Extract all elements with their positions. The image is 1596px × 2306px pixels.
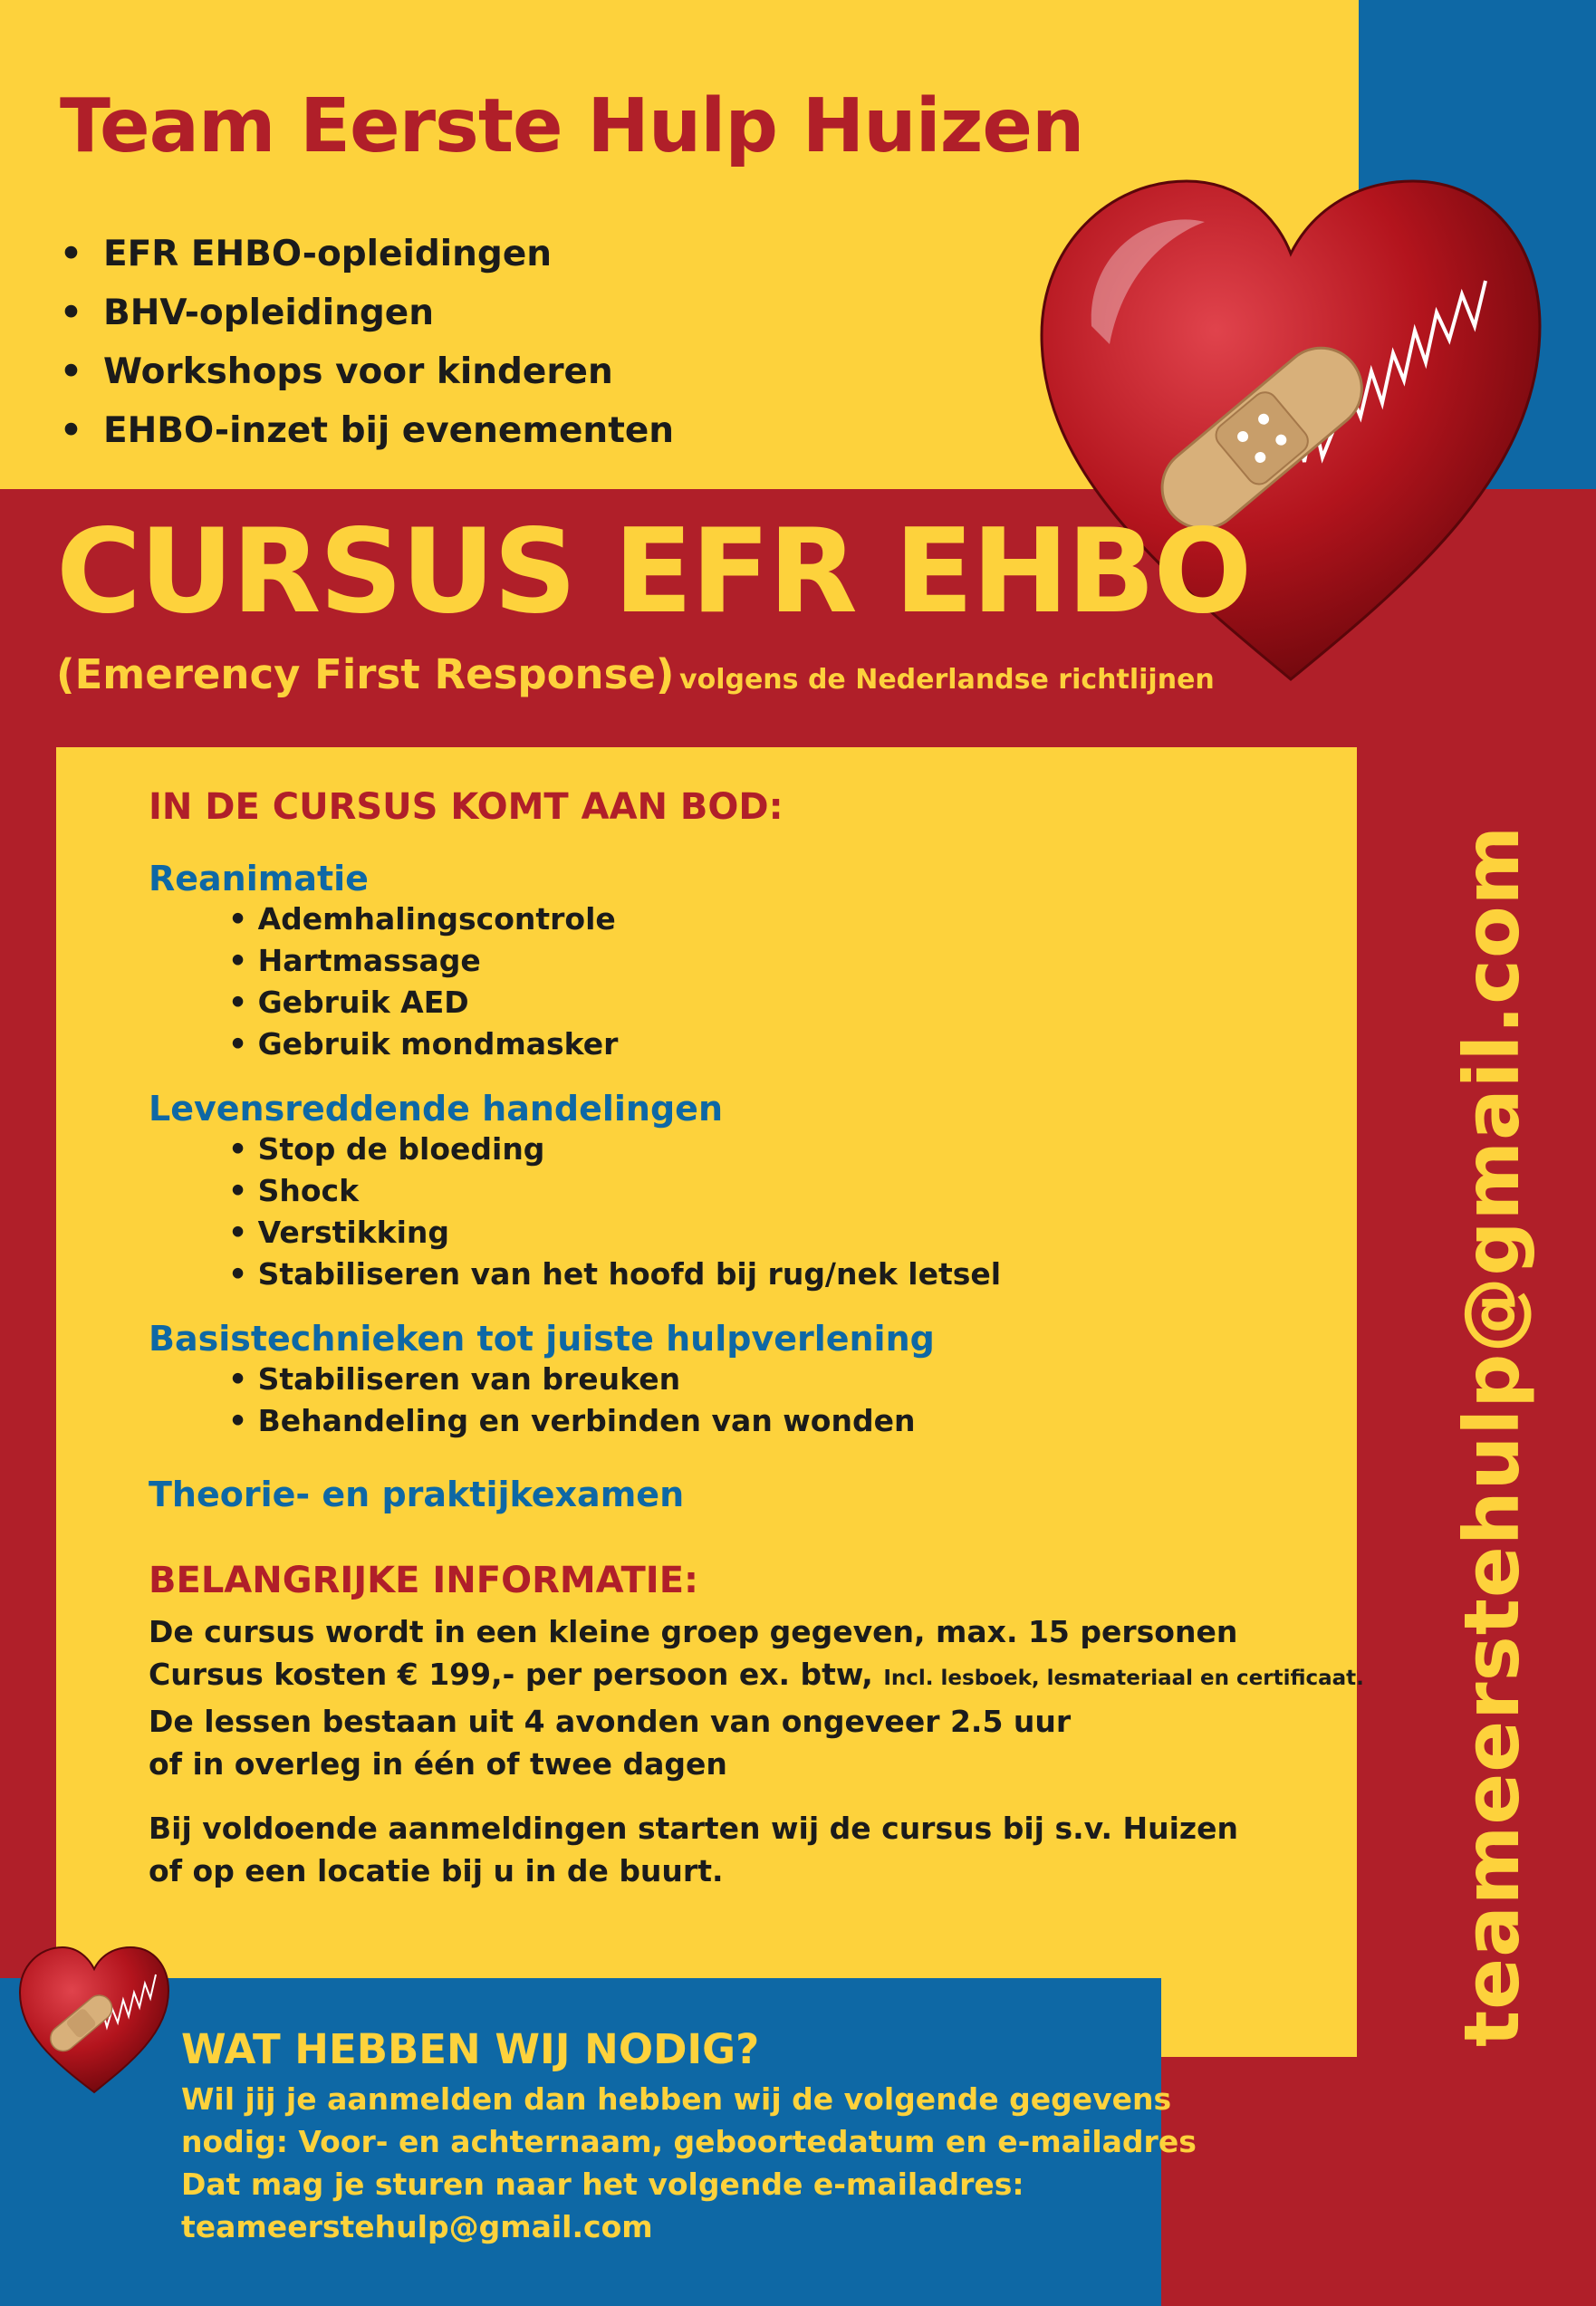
service-item: • EFR EHBO-opleidingen bbox=[60, 234, 553, 274]
course-content bbox=[149, 786, 1364, 1892]
topic-title: Theorie- en praktijkexamen bbox=[149, 1475, 685, 1514]
topic-item: • Gebruik AED bbox=[228, 985, 469, 1020]
topic-item: • Shock bbox=[228, 1173, 360, 1208]
topic-item: • Verstikking bbox=[228, 1215, 450, 1250]
info-line: of op een locatie bij u in de buurt. bbox=[149, 1853, 724, 1888]
registration-line: Wil jij je aanmelden dan hebben wij de volgende gegevens bbox=[181, 2081, 1172, 2117]
topic-item: • Hartmassage bbox=[228, 943, 481, 978]
info-heading: BELANGRIJKE INFORMATIE: bbox=[149, 1560, 699, 1601]
topic-title: Levensreddende handelingen bbox=[149, 1089, 723, 1129]
course-title: CURSUS EFR EHBO bbox=[56, 504, 1251, 639]
registration-title: WAT HEBBEN WIJ NODIG? bbox=[181, 2025, 760, 2073]
topic-title: Reanimatie bbox=[149, 859, 369, 898]
topic-item: • Stabiliseren van breuken bbox=[228, 1361, 681, 1397]
registration-info bbox=[181, 2022, 1197, 2248]
vertical-email: teameerstehulp@gmail.com bbox=[1447, 824, 1536, 2047]
topic-item: • Stabiliseren van het hoofd bij rug/nek letsel bbox=[228, 1256, 1002, 1292]
course-subtitle-main: (Emerency First Response) bbox=[56, 650, 675, 698]
heart-bandage-icon bbox=[13, 1936, 176, 2099]
info-line: De lessen bestaan uit 4 avonden van ongeveer 2.5 uur bbox=[149, 1704, 1072, 1739]
info-line: Cursus kosten € 199,- per persoon ex. btw, Incl. lesboek, lesmateriaal en certificaat. bbox=[149, 1657, 1364, 1692]
services-list bbox=[60, 225, 674, 460]
info-line: Bij voldoende aanmeldingen starten wij de cursus bij s.v. Huizen bbox=[149, 1811, 1238, 1846]
page-title: Team Eerste Hulp Huizen bbox=[60, 83, 1084, 169]
topic-item: • Ademhalingscontrole bbox=[228, 901, 616, 937]
service-item: • Workshops voor kinderen bbox=[60, 351, 613, 392]
service-item: • EHBO-inzet bij evenementen bbox=[60, 410, 675, 451]
registration-line: nodig: Voor- en achternaam, geboortedatum en e-mailadres bbox=[181, 2124, 1197, 2159]
topic-item: • Gebruik mondmasker bbox=[228, 1026, 619, 1062]
course-subtitle-rest: volgens de Nederlandse richtlijnen bbox=[679, 664, 1215, 696]
topic-item: • Behandeling en verbinden van wonden bbox=[228, 1403, 916, 1438]
topic-title: Basistechnieken tot juiste hulpverlening bbox=[149, 1319, 935, 1359]
info-line: De cursus wordt in een kleine groep gegeven, max. 15 personen bbox=[149, 1614, 1238, 1649]
service-item: • BHV-opleidingen bbox=[60, 293, 434, 333]
info-line: of in overleg in één of twee dagen bbox=[149, 1746, 727, 1782]
topic-item: • Stop de bloeding bbox=[228, 1131, 545, 1167]
section-heading: IN DE CURSUS KOMT AAN BOD: bbox=[149, 786, 784, 828]
course-subtitle bbox=[56, 650, 1215, 698]
registration-line: Dat mag je sturen naar het volgende e-mailadres: bbox=[181, 2167, 1024, 2202]
registration-email: teameerstehulp@gmail.com bbox=[181, 2209, 653, 2244]
